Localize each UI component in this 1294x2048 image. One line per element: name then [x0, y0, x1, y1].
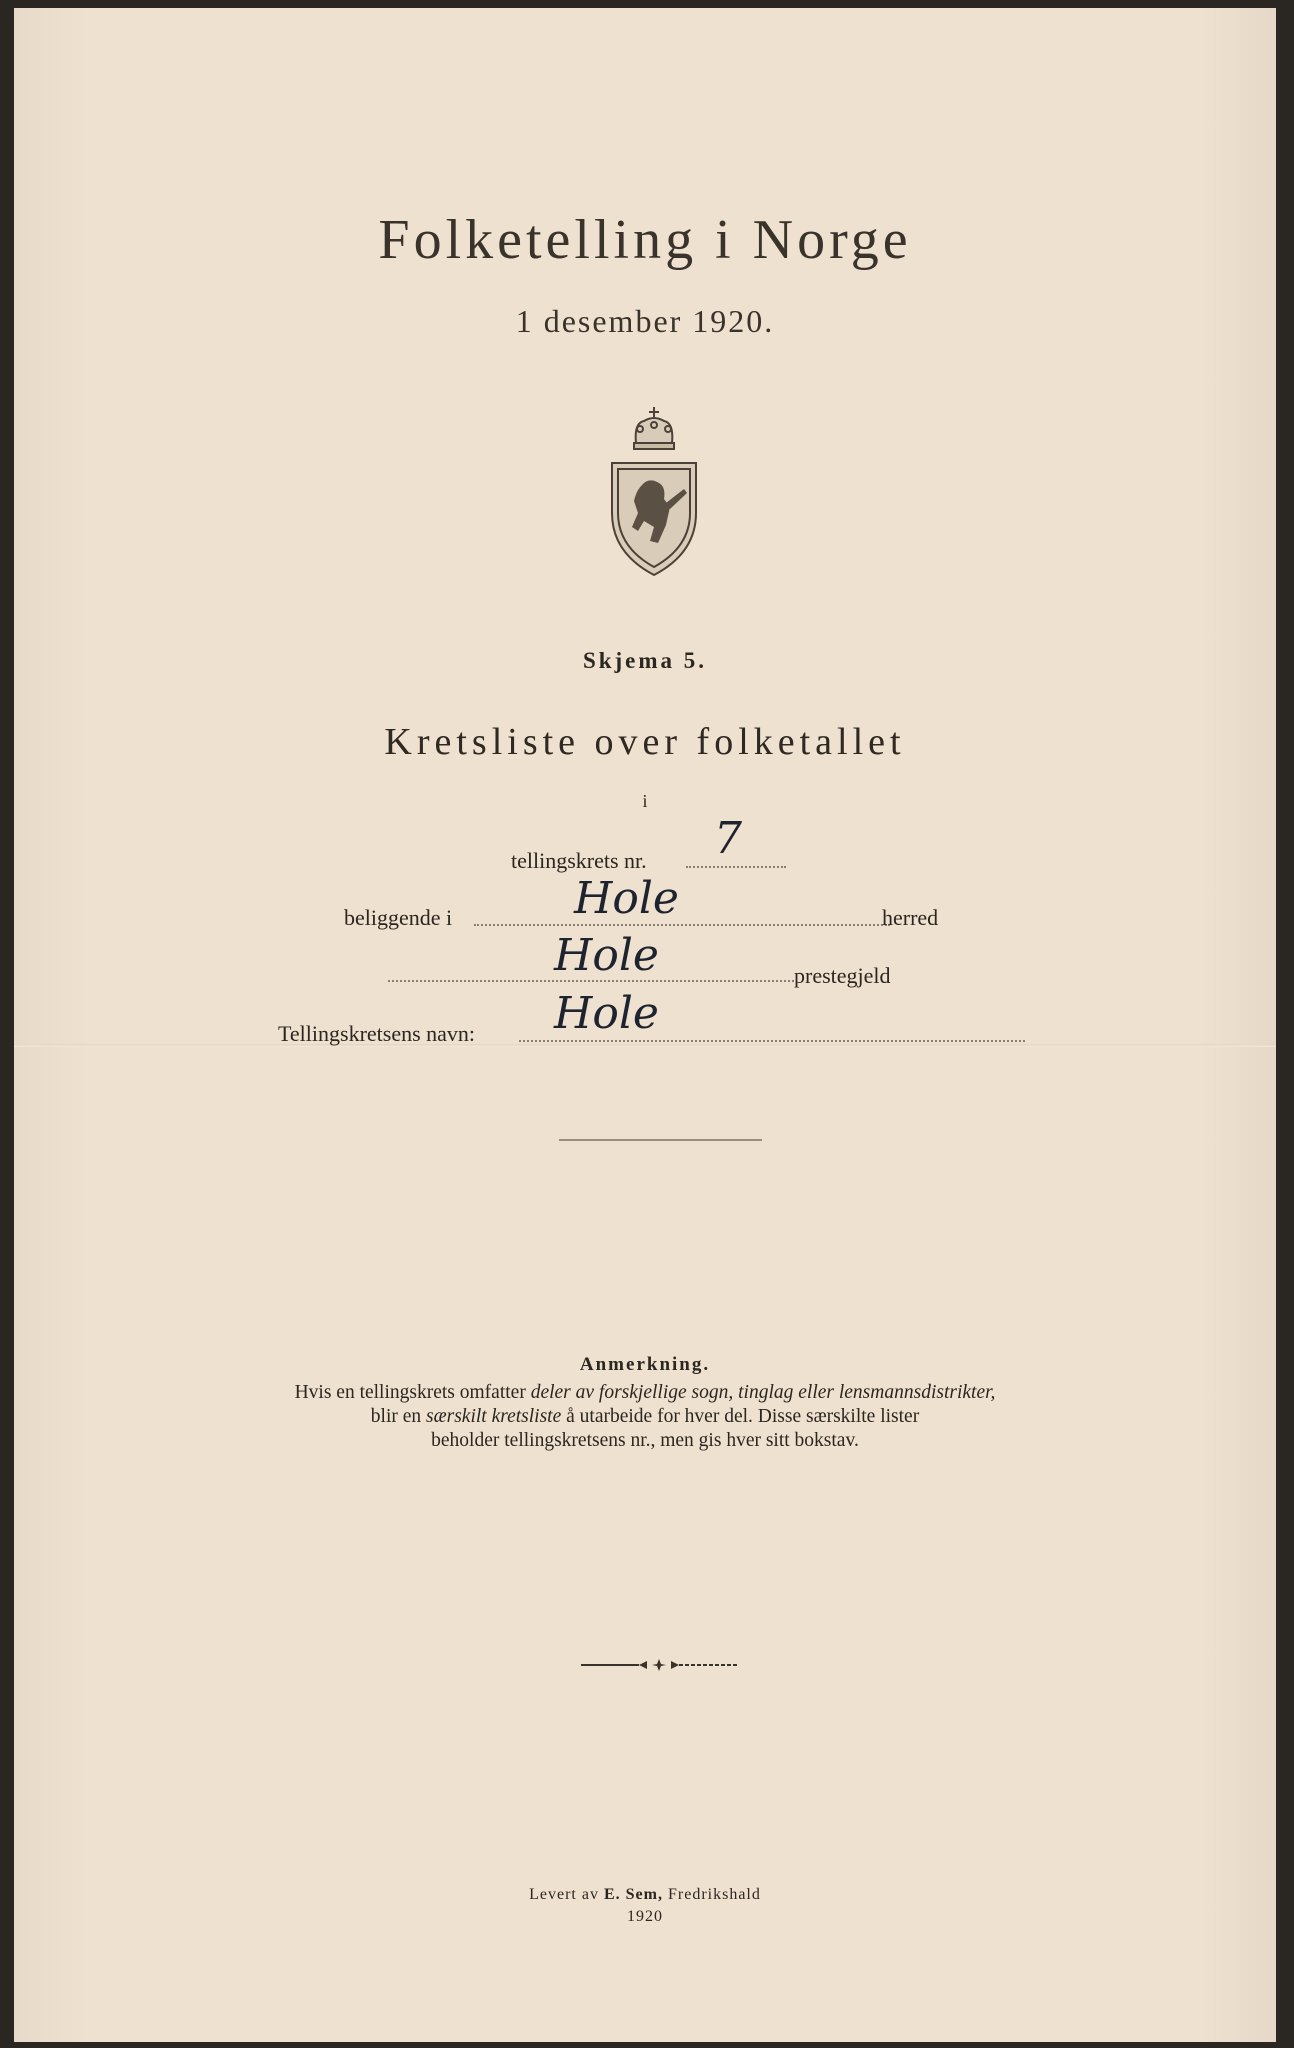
note-line-1: [14, 1381, 1276, 1405]
census-date: 1 desember 1920.: [515, 303, 775, 339]
circuit-name-line: [519, 1040, 1025, 1042]
printer-text: Levert av: [529, 1886, 604, 1903]
circuit-number-label: tellingskrets nr.: [511, 848, 647, 873]
note-title: Anmerkning.: [579, 1354, 711, 1375]
census-form-page: [14, 8, 1276, 2042]
circuit-name-label: Tellingskretsens navn:: [278, 1021, 476, 1046]
ornament-divider-icon: [579, 1658, 739, 1672]
schema-number: Skjema 5.: [582, 648, 708, 673]
printer-name: E. Sem,: [603, 1886, 663, 1903]
in-word: i: [642, 791, 648, 811]
paper-fold: [14, 1044, 1276, 1047]
page-title: Folketelling i Norge: [378, 209, 912, 271]
print-year: 1920: [627, 1908, 663, 1925]
circuit-number-value: 7: [714, 813, 742, 864]
note-text: Hvis en tellingskrets omfatter: [294, 1382, 531, 1403]
located-in-value: Hole: [574, 873, 679, 924]
parish-value: Hole: [554, 930, 659, 981]
note-emphasis: særskilt kretsliste: [426, 1406, 562, 1427]
section-divider: [559, 1139, 762, 1141]
printer-line: [14, 1886, 1276, 1904]
note-emphasis: deler av forskjellige sogn, tinglag eller lensmannsdistrikter,: [530, 1382, 996, 1403]
note-line-2: [14, 1405, 1276, 1429]
note-text: å utarbeide for hver del. Disse særskilte lister: [561, 1406, 920, 1427]
located-in-line: [474, 924, 890, 926]
circuit-number-line: [686, 866, 786, 868]
located-in-label: beliggende i: [344, 905, 453, 930]
form-heading: Kretsliste over folketallet: [384, 721, 906, 763]
note-line-3: beholder tellingskretsens nr., men gis hver sitt bokstav.: [431, 1430, 859, 1451]
circuit-name-value: Hole: [554, 988, 659, 1039]
parish-label: prestegjeld: [794, 963, 891, 988]
norwegian-coat-of-arms-icon: [604, 403, 704, 578]
herred-label: herred: [882, 905, 939, 930]
printer-city: Fredrikshald: [662, 1886, 761, 1903]
note-text: blir en: [370, 1406, 427, 1427]
